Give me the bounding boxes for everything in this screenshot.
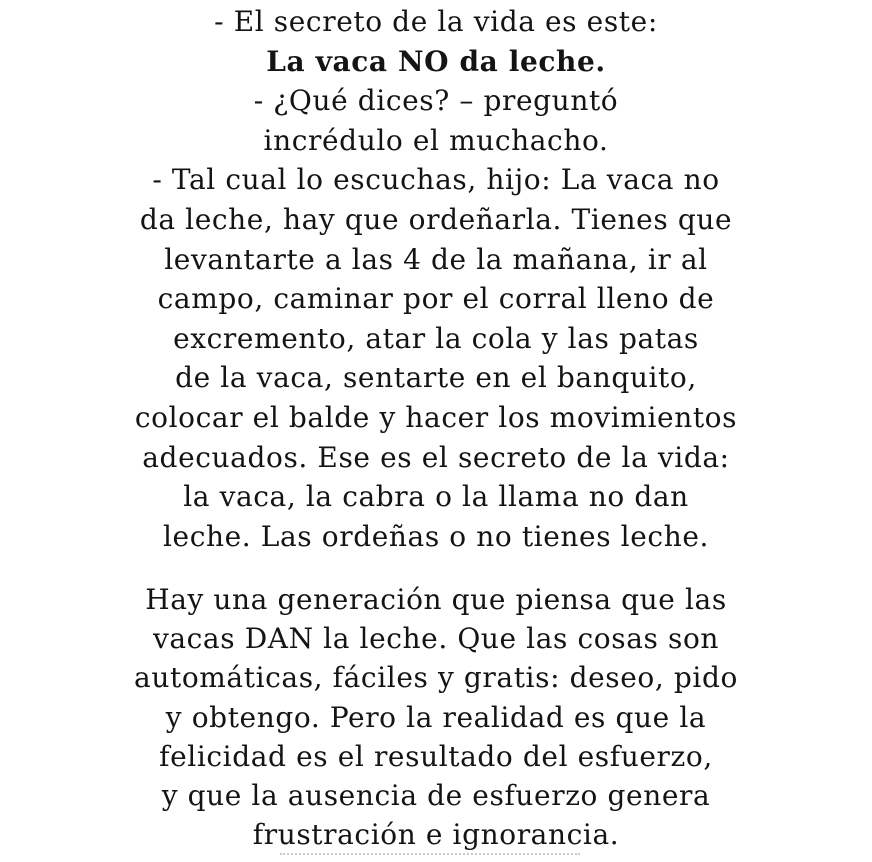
dialogue-line: - Tal cual lo escuchas, hijo: La vaca no [152,163,720,197]
reflection-line: y obtengo. Pero la realidad es que la [165,700,707,734]
dialogue-line: levantarte a las 4 de la mañana, ir al [164,242,708,276]
dialogue-line: de la vaca, sentarte en el banquito, [175,361,697,395]
reflection-line: felicidad es el resultado del esfuerzo, [159,739,713,773]
reflection-line: automáticas, fáciles y gratis: deseo, pido [134,661,738,695]
reflection-block [0,580,872,854]
reflection-line: vacas DAN la leche. Que las cosas son [152,622,720,656]
dialogue-line: incrédulo el muchacho. [263,123,609,157]
dialogue-line: - El secreto de la vida es este: [214,5,658,38]
dialogue-block [0,2,872,556]
reflection-line: y que la ausencia de esfuerzo genera [161,778,711,812]
dialogue-line: campo, caminar por el corral lleno de [157,282,715,316]
reflection-line: frustración e ignorancia. [252,818,620,852]
cropped-footer-text [280,853,580,861]
dialogue-line: - ¿Qué dices? – preguntó [253,84,619,118]
dialogue-line: excremento, atar la cola y las patas [173,321,699,355]
dialogue-line: la vaca, la cabra o la llama no dan [183,480,689,514]
key-phrase: La vaca NO da leche. [266,44,606,78]
dialogue-line: adecuados. Ese es el secreto de la vida: [142,440,730,474]
dialogue-line: da leche, hay que ordeñarla. Tienes que [139,202,733,236]
dialogue-line: colocar el balde y hacer los movimientos [134,400,738,434]
reflection-line: Hay una generación que piensa que las [145,583,727,616]
dialogue-line: leche. Las ordeñas o no tienes leche. [162,519,709,553]
